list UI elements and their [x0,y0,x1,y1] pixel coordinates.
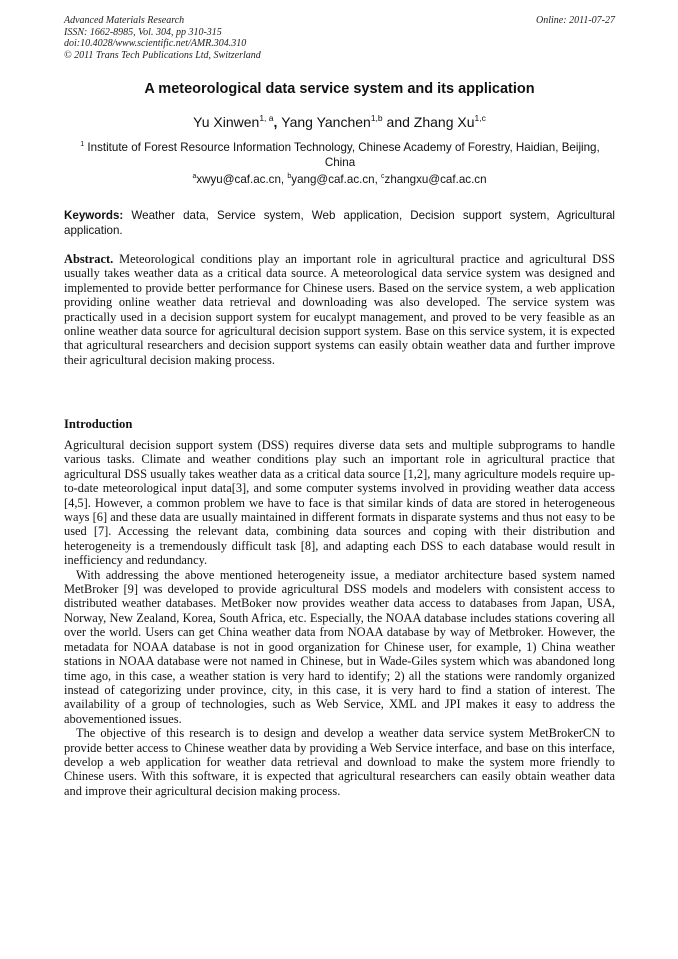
author-name: Zhang Xu [413,114,475,130]
email-address: xwyu@caf.ac.cn, [196,173,288,186]
journal-name: Advanced Materials Research [64,15,185,26]
affiliation-text: Institute of Forest Resource Information Technology, Chinese Academy of Forestry, Haidian, Beijing, China [87,141,600,169]
section-heading-introduction: Introduction [64,417,133,431]
issn-line: ISSN: 1662-8985, Vol. 304, pp 310-315 [64,26,222,38]
paragraph: The objective of this research is to design and develop a weather data service system MetBrokerCN to provide better access to Chinese weather data by providing a Web Service interface, and base on this interface, develop a web application for weather data retrieval and download to make the system more friendly to Chinese users. With this software, it is expected that agricultural researchers can easily obtain weather data and improve their agricultural decision making process. [64,726,615,798]
abstract-label: Abstract. [64,252,114,266]
author-name: Yu Xinwen [193,114,260,130]
author-list [64,113,615,130]
author-separator: , [273,114,282,130]
email-address: zhangxu@caf.ac.cn [384,173,487,186]
email-list [64,173,615,186]
abstract-text: Meteorological conditions play an important role in agricultural practice and agricultural DSS usually takes weather data as a critical data source. A meteorological data service system was designed and implemented to provide better performance for Chinese users. Based on the service system, a web application providing online weather data retrieval and downloading was also developed. The service system was practically used in a decision support system for eucalypt management, and proved to be very feasible as an online weather data source for agricultural decision support system. Base on this service system, it is expected that agricultural researchers and decision support systems can easily obtain weather data and further improve their agricultural decision making process. [64,252,615,367]
author-affiliation-mark: 1,b [370,113,383,123]
author-affiliation-mark: 1, a [259,113,274,123]
author-affiliation-mark: 1,c [474,113,486,123]
copyright-line: © 2011 Trans Tech Publications Ltd, Switzerland [64,49,261,61]
email-mark: a [192,173,197,180]
affiliation-mark: 1 [80,141,85,148]
author-separator: and [382,114,414,130]
paper-title: A meteorological data service system and its application [144,81,535,97]
doi-line: doi:10.4028/www.scientific.net/AMR.304.310 [64,38,247,49]
online-date: Online: 2011-07-27 [536,15,615,26]
paragraph: Agricultural decision support system (DSS) requires diverse data sets and multiple subprograms to handle various tasks. Climate and weather conditions play such an important role in agricultural practice that agricultural DSS usually takes weather data as a critical data source [1,2], many agriculture models require up-to-date meteorological input data[3], and some computer systems involved in providing weather data access [4,5]. However, a common problem we have to face is that similar kinds of data are stored in heterogeneous ways [6] and these data are usually maintained in different formats in disparate systems and thus not easy to be used [7]. Accessing the relevant data, combining data sources and coping with their distribution and heterogeneity is a tremendously difficult task [8], and adapting each DSS to each database would result in inefficiency and redundancy. [64,438,615,568]
author-name: Yang Yanchen [281,114,371,130]
keywords-text: Weather data, Service system, Web application, Decision support system, Agricultural application. [64,209,615,237]
affiliation [70,138,610,170]
paragraph: With addressing the above mentioned heterogeneity issue, a mediator architecture based system named MetBroker [9] was developed to provide agricultural DSS models and modelers with consistent access to distributed weather databases. MetBoker now provides weather data access to databases from Japan, USA, Norway, New Zealand, Korea, South Africa, etc. Especially, the NOAA database includes stations covering all over the world. Users can get China weather data from NOAA database by way of Metbroker. However, the metadata for NOAA database is not in good organization for Chinese user, for example, 1) China weather stations in NOAA database were not named in Chinese, but in Wade-Giles system which was abandoned long time ago, in this case, a weather station is very hard to identify; 2) all the stations were randomly organized instead of categorizing under province, city, in this case, it is very hard to find a station of interest. The availability of a group of technologies, such as Web Service, XML and JPI makes it easy to address the abovementioned issues. [64,567,615,726]
email-mark: b [287,173,292,180]
email-mark: c [381,173,385,180]
keywords-label: Keywords: [64,209,124,222]
introduction-body [64,438,615,798]
email-address: yang@caf.ac.cn, [291,173,382,186]
keywords [64,209,615,238]
journal-header [64,15,615,61]
abstract [64,252,615,367]
